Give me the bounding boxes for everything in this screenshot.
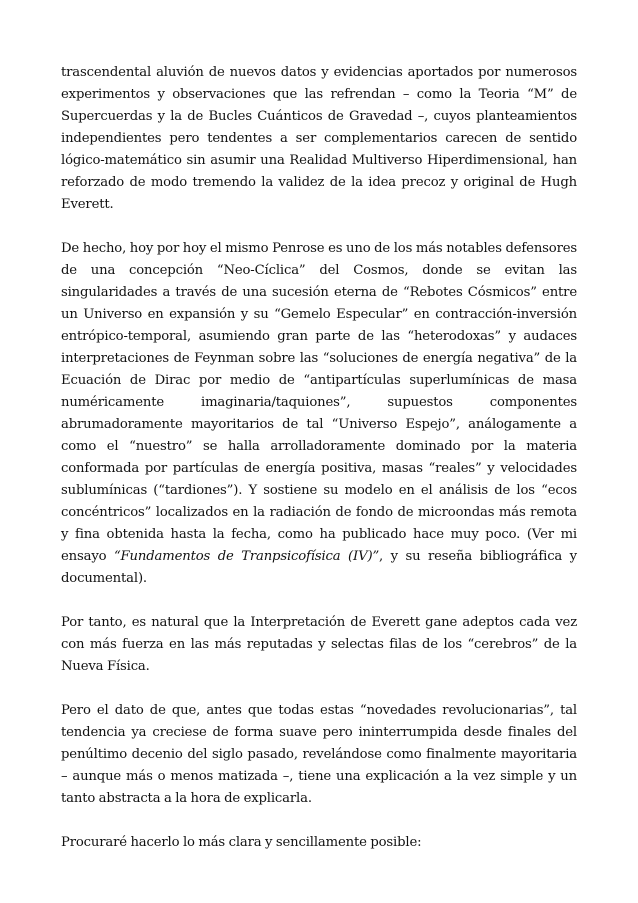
paragraph-2 bbox=[61, 238, 577, 590]
paragraph-4: Pero el dato de que, antes que todas estas “novedades revolucionarias”, tal tendencia ya creciese de forma suave pero ininterrumpida desde finales del penúltimo decenio del siglo pasado, revelándose como finalmente mayoritaria – aunque más o menos matizada –, tiene una explicación a la vez simple y un tanto abstracta a la hora de explicarla. bbox=[61, 703, 577, 806]
paragraph-2-text-after: , y su reseña bibliográfica y documental). bbox=[61, 549, 577, 586]
paragraph-3: Por tanto, es natural que la Interpretación de Everett gane adeptos cada vez con más fuerza en las más reputadas y selectas filas de los “cerebros” de la Nueva Física. bbox=[61, 615, 577, 674]
paragraph-5: Procuraré hacerlo lo más clara y sencillamente posible: bbox=[61, 835, 422, 850]
document-body bbox=[61, 62, 577, 854]
paragraph-2-text-before: De hecho, hoy por hoy el mismo Penrose es uno de los más notables defensores de una concepción “Neo-Cíclica” del Cosmos, donde se evitan las singularidades a través de una sucesión eterna de “Rebotes Cósmicos” entre un Universo en expansión y su “Gemelo Especular” en contracción-inversión entrópico-temporal, asumiendo gran parte de las “heterodoxas” y audaces interpretaciones de Feynman sobre las “soluciones de energía negativa” de la Ecuación de Dirac por medio de “antipartículas superlumínicas de masa numéricamente imaginaria/taquiones”, supuestos componentes abrumadoramente mayoritarios de tal “Universo Espejo”, análogamente a como el “nuestro” se halla arrolladoramente dominado por la materia conformada por partículas de energía positiva, masas “reales” y velocidades sublumínicas (“tardiones”). Y sostiene su modelo en el análisis de los “ecos concéntricos” localizados en la radiación de fondo de microondas más remota y fina obtenida hasta la fecha, como ha publicado hace muy poco. (Ver mi ensayo bbox=[61, 241, 577, 564]
paragraph-1: trascendental aluvión de nuevos datos y evidencias aportados por numerosos experimentos y observaciones que las refrendan – como la Teoria “M” de Supercuerdas y la de Bucles Cuánticos de Gravedad –, cuyos planteamientos independientes pero tendentes a ser complementarios carecen de sentido lógico-matemático sin asumir una Realidad Multiverso Hiperdimensional, han reforzado de modo tremendo la validez de la idea precoz y original de Hugh Everett. bbox=[61, 65, 577, 212]
essay-title-italic: “Fundamentos de Tranpsicofísica (IV)” bbox=[113, 549, 380, 564]
